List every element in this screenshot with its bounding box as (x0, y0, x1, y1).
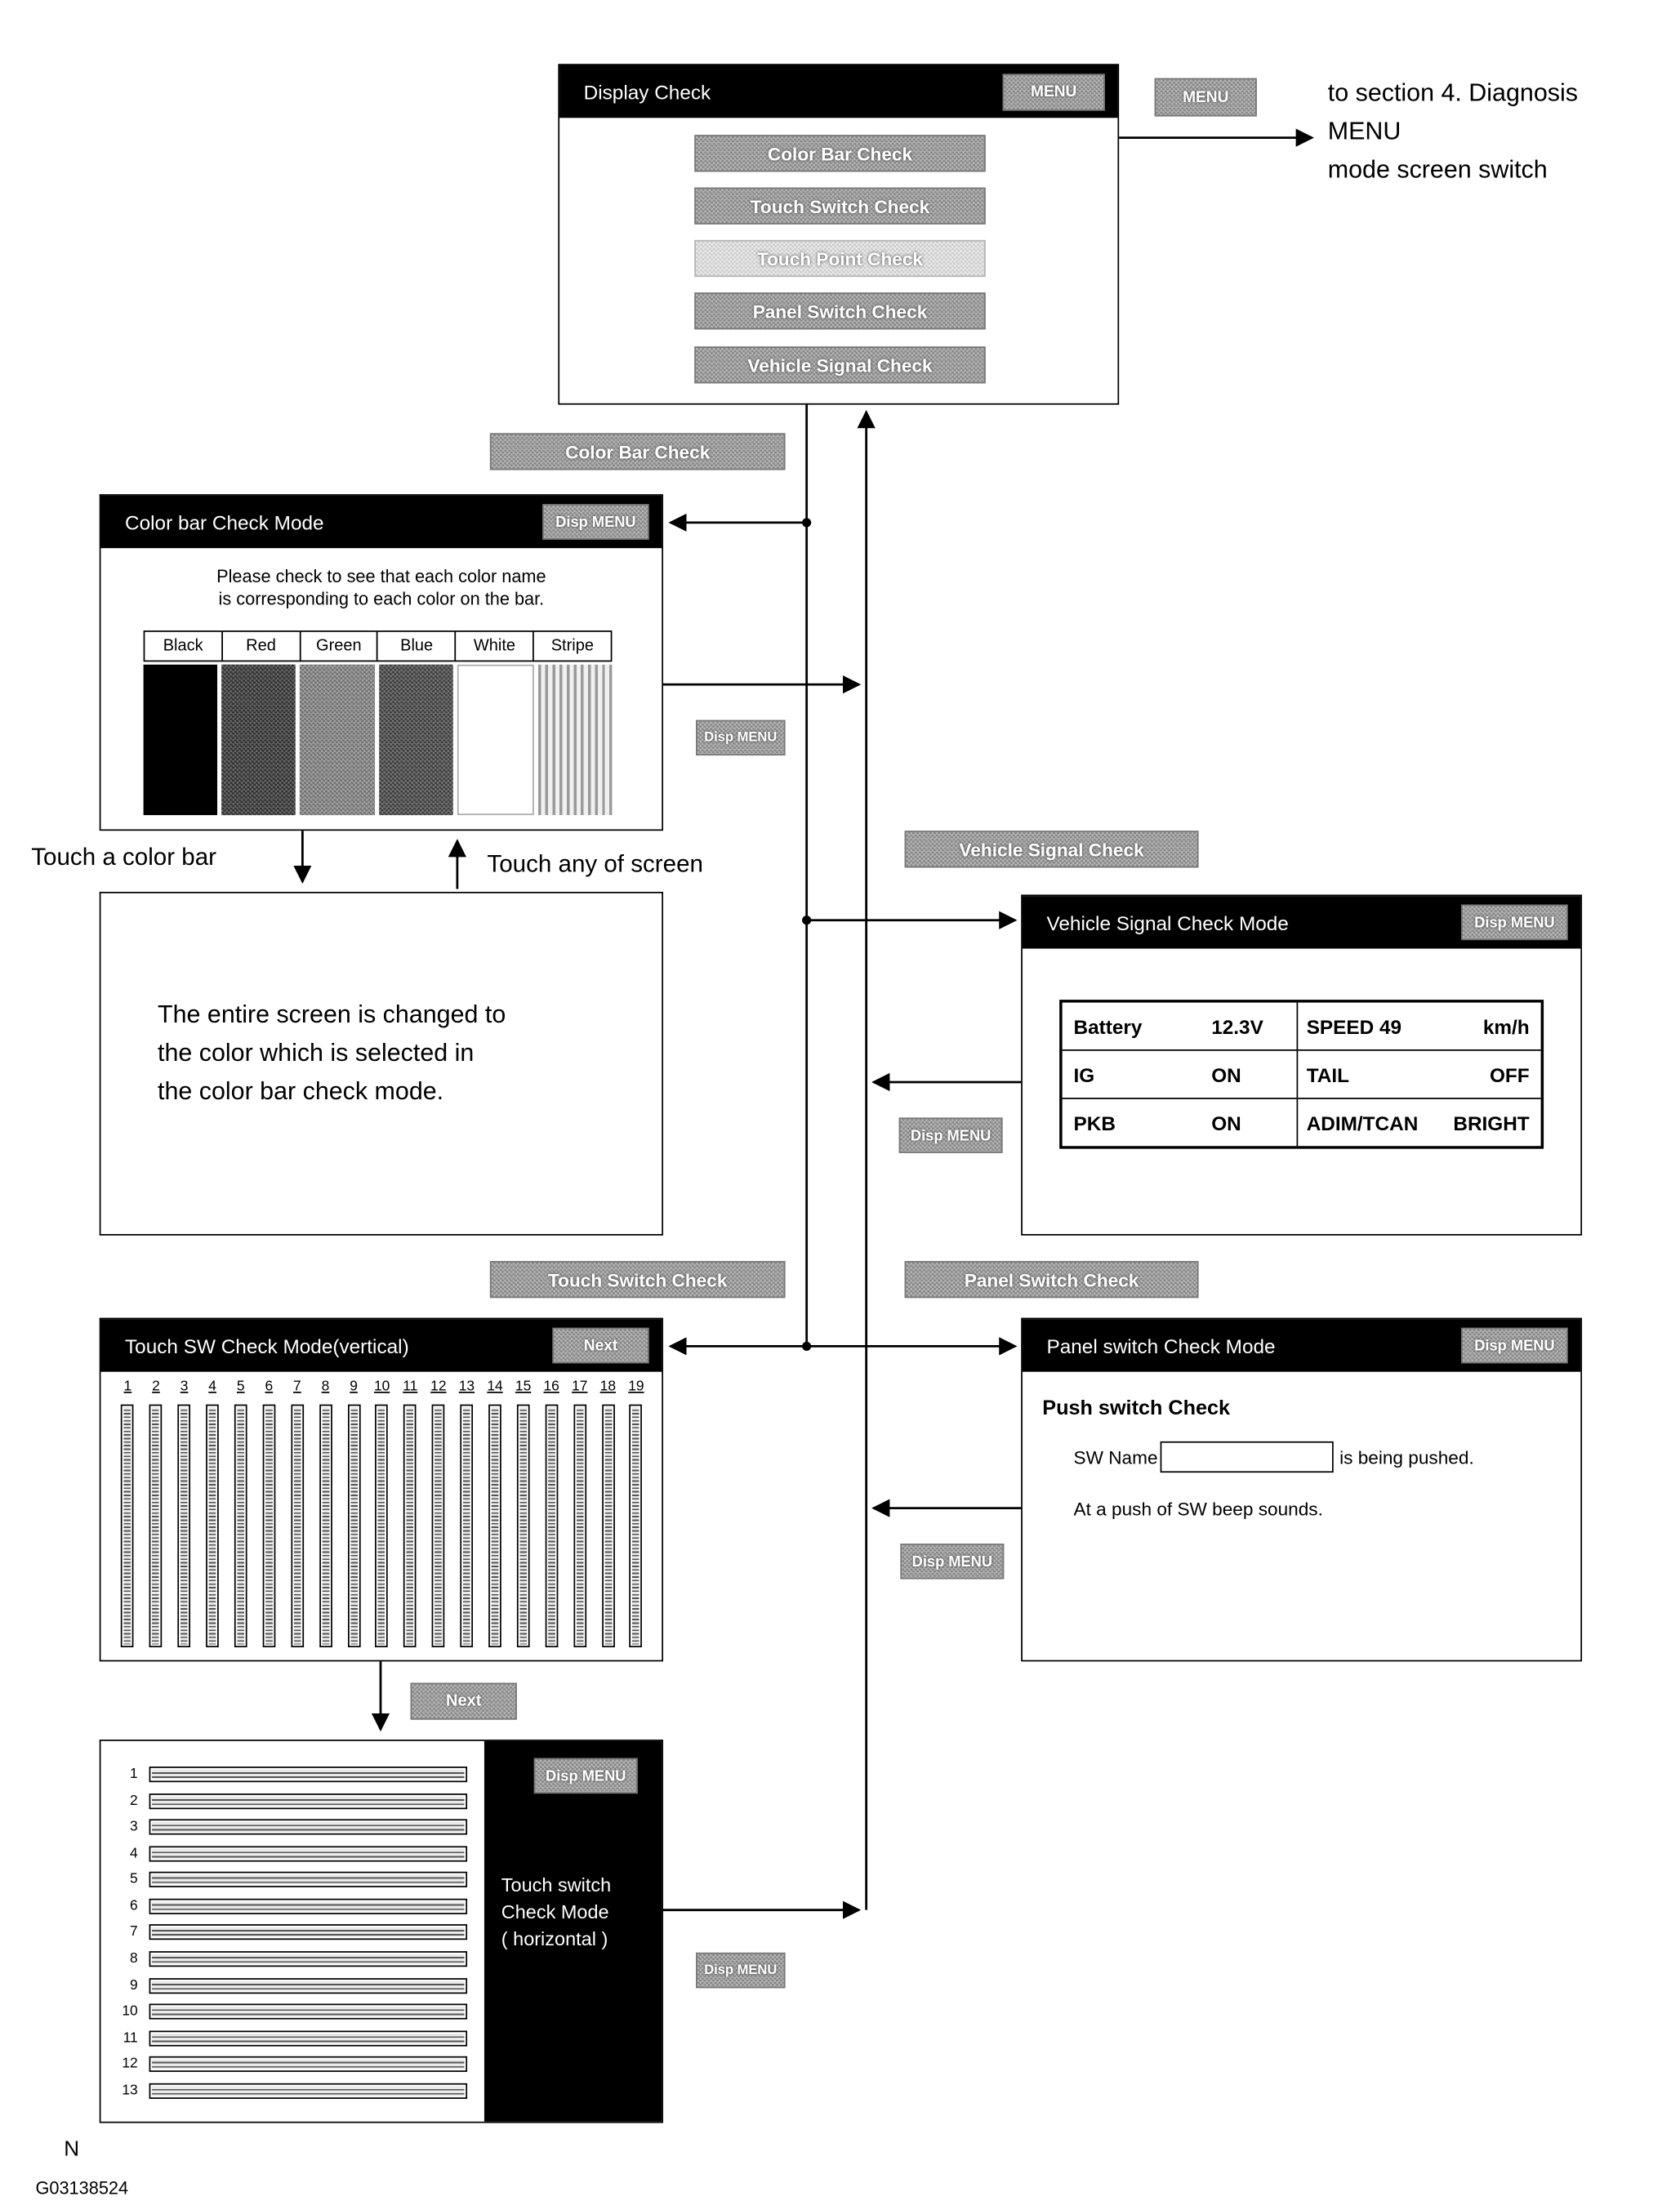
touch-sw-horizontal-rows (115, 1765, 467, 2100)
vehicle-signal-row (1063, 1003, 1541, 1049)
touch-switch-bar-vertical[interactable] (291, 1405, 304, 1647)
touch-bar-slot (114, 1405, 142, 1647)
display-check-titlebar (559, 65, 1117, 118)
row-number: 1 (129, 1767, 138, 1783)
touch-bar-row (115, 1923, 467, 1942)
column-number: 18 (599, 1379, 617, 1395)
column-number: 16 (543, 1379, 559, 1395)
touch-switch-bar-horizontal[interactable] (149, 1767, 467, 1782)
disp-menu-button-floating[interactable]: Disp MENU (900, 1544, 1004, 1579)
column-number: 17 (572, 1379, 588, 1395)
color-name-cell: Red (221, 630, 301, 662)
menu-note (1328, 74, 1680, 189)
touch-bar-row (115, 1844, 467, 1863)
row-number: 6 (129, 1898, 138, 1914)
menu-item-touch-point-check[interactable]: Touch Point Check (694, 240, 985, 277)
color-bar-titlebar (100, 496, 662, 548)
entire-screen-message: The entire screen is changed to the color which is selected in the color bar check mode. (158, 1000, 506, 1105)
disp-menu-button[interactable]: Disp MENU (542, 504, 648, 539)
is-being-pushed-text: is being pushed. (1339, 1446, 1474, 1468)
signal-label: IG (1073, 1063, 1095, 1086)
column-number: 7 (293, 1379, 301, 1395)
touch-bar-row (115, 2082, 467, 2101)
touch-switch-bar-vertical[interactable] (347, 1405, 360, 1647)
touch-switch-bar-vertical[interactable] (602, 1405, 615, 1647)
touch-bar-slot (368, 1405, 396, 1647)
signal-value: 12.3V (1211, 1014, 1263, 1038)
touch-bar-slot (311, 1405, 340, 1647)
menu-note-line: to section 4. Diagnosis (1327, 78, 1578, 107)
touch-bar-slot (425, 1405, 453, 1647)
touch-a-color-bar-note: Touch a color bar (31, 843, 217, 871)
touch-switch-bar-horizontal[interactable] (149, 1977, 467, 1993)
touch-switch-bar-vertical[interactable] (122, 1405, 135, 1647)
touch-switch-bar-vertical[interactable] (319, 1405, 332, 1647)
signal-value: km/h (1482, 1014, 1530, 1038)
touch-switch-bar-vertical[interactable] (488, 1405, 501, 1647)
touch-bar-slot (340, 1405, 368, 1647)
touch-switch-bar-vertical[interactable] (262, 1405, 275, 1647)
signal-value: ON (1211, 1063, 1241, 1086)
touch-bar-row (115, 1897, 467, 1916)
column-number: 14 (487, 1379, 503, 1395)
next-button-floating[interactable]: Next (411, 1682, 517, 1719)
disp-menu-button-floating[interactable]: Disp MENU (696, 1953, 786, 1988)
touch-switch-bar-vertical[interactable] (178, 1405, 191, 1647)
color-name-cell: Green (299, 630, 378, 662)
touch-bar-slot (142, 1405, 171, 1647)
disp-menu-button[interactable]: Disp MENU (534, 1758, 638, 1793)
touch-bar-row (115, 2029, 467, 2047)
touch-sw-vertical-titlebar (100, 1319, 662, 1371)
touch-switch-check-label: Touch Switch Check (490, 1261, 786, 1298)
menu-button-floating[interactable]: MENU (1155, 78, 1257, 117)
touch-bar-slot (255, 1405, 283, 1647)
row-number: 12 (122, 2056, 138, 2073)
touch-bar-slot (226, 1405, 255, 1647)
touch-bar-row (115, 1792, 467, 1811)
touch-bar-slot (283, 1405, 312, 1647)
color-bar-header-row (144, 630, 613, 662)
signal-value: BRIGHT (1453, 1111, 1530, 1134)
column-number: 5 (236, 1379, 245, 1395)
color-name-cell: Stripe (533, 630, 612, 662)
touch-switch-bar-vertical[interactable] (517, 1405, 530, 1647)
sw-name-label: SW Name (1073, 1446, 1158, 1468)
display-check-title: Display Check (583, 80, 711, 104)
display-check-screen (558, 64, 1119, 404)
row-number: 11 (123, 2030, 138, 2047)
disp-menu-button[interactable]: Disp MENU (1461, 905, 1567, 940)
touch-bar-row (115, 1871, 467, 1890)
menu-note-line: mode screen switch (1327, 154, 1548, 184)
touch-switch-bar-vertical[interactable] (403, 1405, 417, 1647)
menu-item-color-bar-check[interactable]: Color Bar Check (694, 135, 985, 172)
touch-bar-row (115, 2056, 467, 2074)
touch-switch-bar-horizontal[interactable] (149, 2083, 467, 2099)
touch-switch-bar-horizontal[interactable] (149, 1951, 467, 1967)
column-number: 2 (152, 1379, 160, 1395)
touch-switch-bar-horizontal[interactable] (149, 2030, 467, 2046)
vehicle-signal-check-label: Vehicle Signal Check (905, 831, 1199, 867)
touch-bar-slot (198, 1405, 227, 1647)
row-number: 3 (129, 1819, 138, 1835)
sw-name-row (1074, 1441, 1474, 1473)
column-number: 10 (373, 1379, 390, 1395)
color-bar-table (144, 630, 613, 815)
touch-bar-row (115, 1765, 467, 1784)
push-switch-check-heading: Push switch Check (1042, 1397, 1231, 1420)
row-number: 5 (129, 1872, 138, 1888)
touch-switch-bar-horizontal[interactable] (149, 1846, 467, 1861)
touch-sw-check-horizontal-screen (100, 1740, 663, 2123)
color-name-cell: Blue (377, 630, 457, 662)
beep-note: At a push of SW beep sounds. (1073, 1498, 1323, 1520)
column-number: 19 (628, 1379, 644, 1395)
horizontal-mode-panel (484, 1741, 662, 2122)
row-number: 2 (129, 1793, 138, 1809)
touch-sw-vertical-title: Touch SW Check Mode(vertical) (125, 1334, 409, 1357)
touch-bar-row (115, 1976, 467, 1995)
sw-name-input[interactable] (1161, 1441, 1334, 1473)
touch-switch-bar-horizontal[interactable] (149, 1872, 467, 1887)
color-bar-red[interactable] (222, 665, 296, 815)
color-bar-title: Color bar Check Mode (125, 510, 324, 533)
touch-bar-slot (481, 1405, 510, 1647)
vehicle-signal-row (1063, 1098, 1541, 1146)
disp-menu-button-floating[interactable]: Disp MENU (696, 720, 786, 755)
column-number: 3 (180, 1379, 189, 1395)
touch-switch-bar-vertical[interactable] (573, 1405, 586, 1647)
touch-switch-bar-vertical[interactable] (432, 1405, 445, 1647)
touch-switch-bar-horizontal[interactable] (149, 1793, 467, 1808)
color-bar-blue[interactable] (378, 665, 452, 815)
vehicle-signal-row (1063, 1049, 1541, 1098)
color-name-cell: White (455, 630, 534, 662)
touch-bar-slot (170, 1405, 198, 1647)
signal-label: Battery (1073, 1014, 1143, 1038)
touch-bar-slot (622, 1405, 651, 1647)
touch-switch-bar-vertical[interactable] (545, 1405, 558, 1647)
color-bar-instruction: Please check to see that each color name is corresponding to each color on the bar. (216, 566, 546, 609)
row-number: 9 (129, 1977, 138, 1994)
menu-item-panel-switch-check[interactable]: Panel Switch Check (694, 292, 985, 329)
color-bar-white[interactable] (457, 665, 533, 815)
signal-value: OFF (1490, 1063, 1530, 1086)
menu-button[interactable]: MENU (1003, 74, 1105, 110)
row-number: 8 (129, 1951, 138, 1967)
touch-bar-slot (396, 1405, 425, 1647)
touch-switch-bar-vertical[interactable] (149, 1405, 163, 1647)
color-bar-green[interactable] (300, 665, 374, 815)
color-bar-row (144, 665, 613, 815)
touch-switch-bar-horizontal[interactable] (149, 1820, 467, 1835)
column-number: 1 (123, 1379, 132, 1395)
vehicle-signal-title: Vehicle Signal Check Mode (1046, 911, 1289, 934)
column-number: 13 (458, 1379, 475, 1395)
touch-bar-row (115, 2003, 467, 2021)
touch-switch-bar-vertical[interactable] (630, 1405, 643, 1647)
color-bar-stripe[interactable] (538, 665, 613, 815)
touch-switch-bar-horizontal[interactable] (149, 2056, 467, 2072)
vehicle-signal-check-mode-screen (1021, 894, 1582, 1235)
vehicle-signal-titlebar (1023, 896, 1580, 948)
touch-switch-bar-horizontal[interactable] (149, 1899, 467, 1914)
color-bar-black[interactable] (144, 665, 218, 815)
touch-switch-bar-vertical[interactable] (461, 1405, 474, 1647)
panel-switch-title: Panel switch Check Mode (1046, 1334, 1276, 1357)
disp-menu-button[interactable]: Disp MENU (1461, 1328, 1567, 1363)
touch-bar-slot (537, 1405, 566, 1647)
touch-sw-vertical-bars (114, 1405, 650, 1647)
touch-switch-bar-horizontal[interactable] (149, 1925, 467, 1940)
column-number: 11 (403, 1379, 418, 1395)
column-number: 15 (515, 1379, 532, 1395)
touch-bar-row (115, 1949, 467, 1968)
row-number: 10 (122, 2003, 138, 2020)
touch-switch-bar-vertical[interactable] (234, 1405, 247, 1647)
column-number: 6 (265, 1379, 274, 1395)
row-number: 13 (122, 2083, 138, 2099)
touch-bar-slot (565, 1405, 594, 1647)
column-number: 12 (430, 1379, 447, 1395)
column-number: 9 (350, 1379, 358, 1395)
vehicle-signal-table (1059, 1000, 1544, 1149)
touch-switch-bar-vertical[interactable] (206, 1405, 219, 1647)
signal-label: TAIL (1297, 1051, 1443, 1098)
signal-label: SPEED 49 (1297, 1003, 1443, 1049)
signal-value: ON (1211, 1111, 1241, 1134)
menu-note-line: MENU (1327, 116, 1401, 145)
menu-item-vehicle-signal-check[interactable]: Vehicle Signal Check (694, 346, 985, 383)
color-name-cell: Black (144, 630, 223, 662)
touch-sw-check-vertical-screen (100, 1318, 663, 1662)
menu-item-touch-switch-check[interactable]: Touch Switch Check (694, 188, 985, 225)
horizontal-mode-caption: Touch switch Check Mode ( horizontal ) (501, 1874, 612, 1950)
row-number: 7 (129, 1924, 138, 1941)
signal-label: PKB (1073, 1111, 1116, 1134)
column-number: 4 (208, 1379, 216, 1395)
color-bar-check-mode-screen (100, 494, 663, 831)
panel-switch-check-label: Panel Switch Check (905, 1261, 1199, 1298)
touch-switch-bar-horizontal[interactable] (149, 2004, 467, 2020)
touch-bar-row (115, 1818, 467, 1837)
entire-screen-box (100, 892, 663, 1236)
panel-switch-titlebar (1023, 1319, 1580, 1371)
next-button[interactable]: Next (552, 1328, 648, 1363)
touch-switch-bar-vertical[interactable] (376, 1405, 389, 1647)
panel-switch-check-mode-screen (1021, 1318, 1582, 1662)
disp-menu-button-floating[interactable]: Disp MENU (899, 1117, 1003, 1152)
touch-bar-slot (509, 1405, 537, 1647)
signal-label: ADIM/TCAN (1297, 1099, 1443, 1146)
touch-any-of-screen-note: Touch any of screen (487, 850, 703, 878)
touch-bar-slot (452, 1405, 481, 1647)
footer-note: N (64, 2136, 80, 2162)
column-number: 8 (321, 1379, 330, 1395)
color-bar-check-label: Color Bar Check (490, 433, 786, 470)
figure-id: G03138524 (35, 2178, 129, 2199)
row-number: 4 (129, 1845, 138, 1862)
touch-bar-slot (594, 1405, 622, 1647)
touch-sw-column-numbers (114, 1379, 650, 1394)
